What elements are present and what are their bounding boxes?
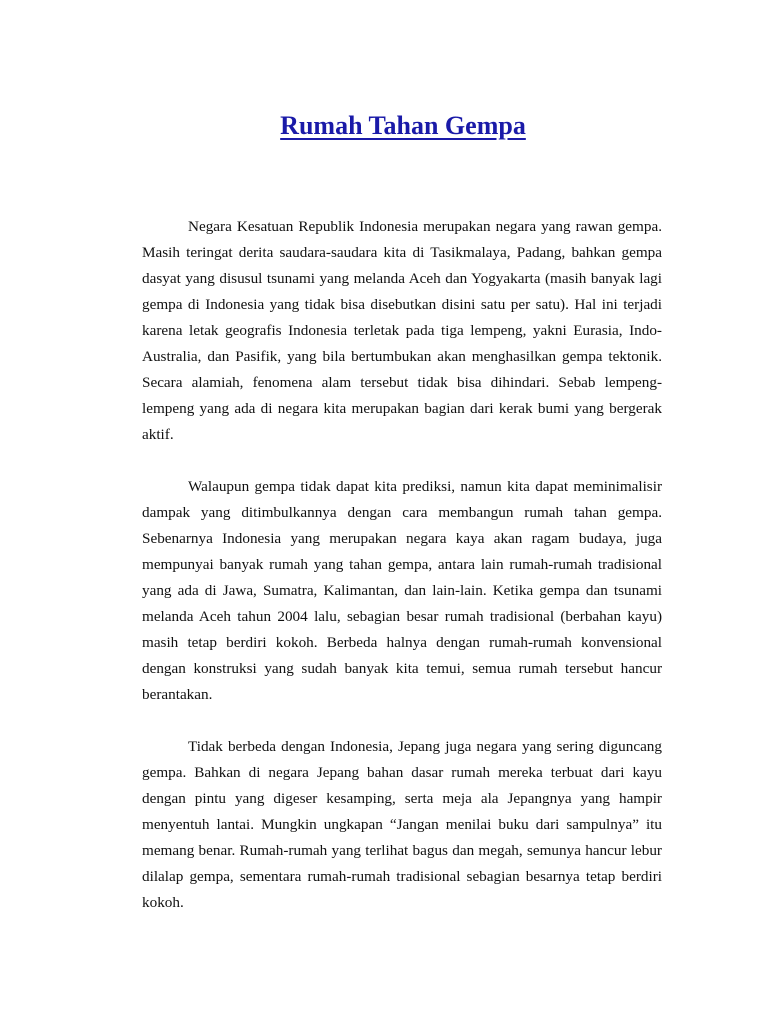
paragraph-2 (142, 474, 662, 708)
paragraph-text: Walaupun gempa tidak dapat kita prediksi, namun kita dapat meminimalisir dampak yang ditimbulkannya dengan cara membangun rumah tahan gempa. Sebenarnya Indonesia yang merupakan negara kaya akan ragam budaya, juga mempunyai banyak rumah yang tahan gempa, antara lain rumah-rumah tradisional yang ada di Jawa, Sumatra, Kalimantan, dan lain-lain. Ketika gempa dan tsunami melanda Aceh tahun 2004 lalu, sebagian besar rumah tradisional (berbahan kayu) masih tetap berdiri kokoh. Berbeda halnya dengan rumah-rumah konvensional dengan konstruksi yang sudah banyak kita temui, semua rumah tersebut hancur berantakan. (142, 478, 662, 703)
paragraph-text: Negara Kesatuan Republik Indonesia merupakan negara yang rawan gempa. Masih teringat derita saudara-saudara kita di Tasikmalaya, Padang, bahkan gempa dasyat yang disusul tsunami yang melanda Aceh dan Yogyakarta (masih banyak lagi gempa di Indonesia yang tidak bisa disebutkan disini satu per satu). Hal ini terjadi karena letak geografis Indonesia terletak pada tiga lempeng, yakni Eurasia, Indo-Australia, dan Pasifik, yang bila bertumbukan akan menghasilkan gempa tektonik. Secara alamiah, fenomena alam tersebut tidak bisa dihindari. Sebab lempeng-lempeng yang ada di negara kita merupakan bagian dari kerak bumi yang bergerak aktif. (142, 218, 662, 443)
paragraph-3 (142, 734, 662, 916)
document-title: Rumah Tahan Gempa (280, 111, 526, 140)
paragraph-1 (142, 214, 662, 448)
paragraph-text: Tidak berbeda dengan Indonesia, Jepang juga negara yang sering diguncang gempa. Bahkan di negara Jepang bahan dasar rumah mereka terbuat dari kayu dengan pintu yang digeser kesamping, serta meja ala Jepangnya yang hampir menyentuh lantai. Mungkin ungkapan “Jangan menilai buku dari sampulnya” itu memang benar. Rumah-rumah yang terlihat bagus dan megah, semunya hancur lebur dilalap gempa, sementara rumah-rumah tradisional sebagian besarnya tetap berdiri kokoh. (142, 738, 662, 911)
